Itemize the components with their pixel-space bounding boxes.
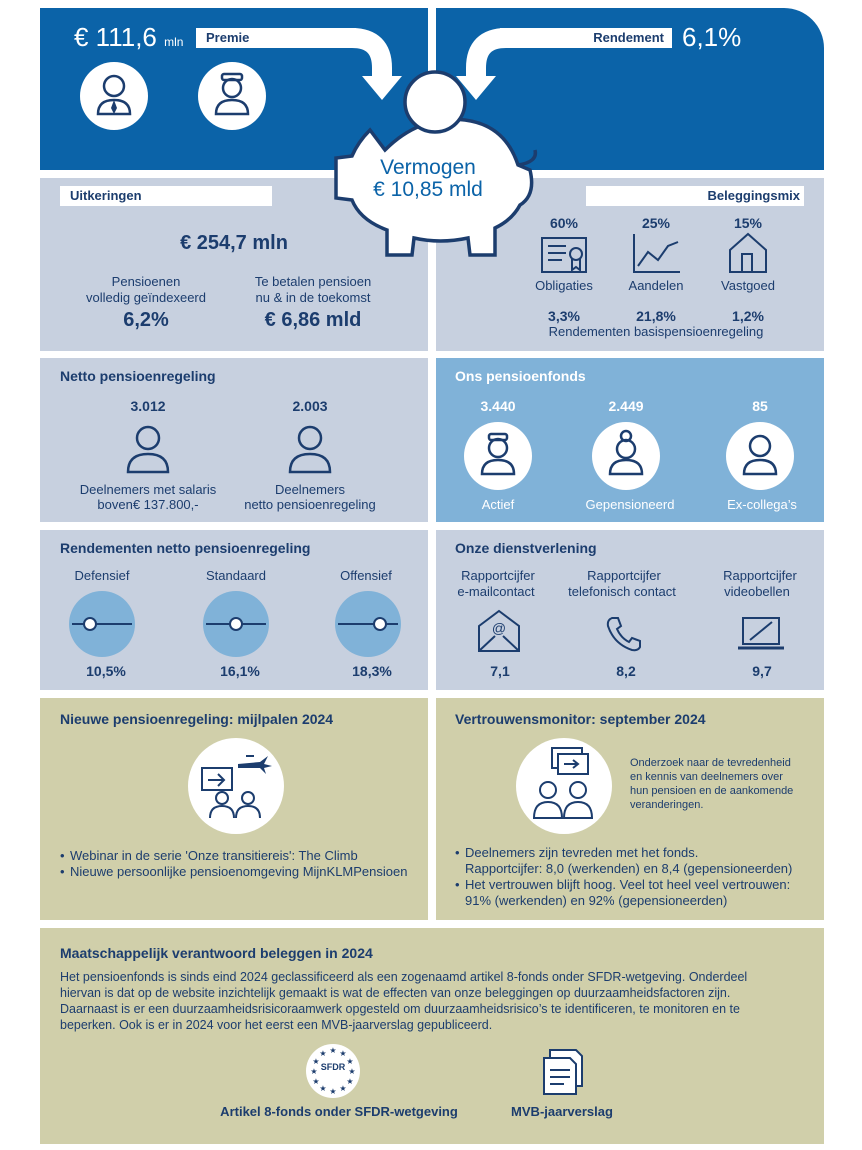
monitor-intro-line: hun pensioen en de aankomende xyxy=(630,785,794,797)
obligaties-pct: 60% xyxy=(549,215,579,231)
email-value: 7,1 xyxy=(490,663,510,679)
indexed-label-2: volledig geïndexeerd xyxy=(86,290,206,305)
person-icon xyxy=(286,424,334,474)
standaard-value: 16,1% xyxy=(220,663,260,679)
netto-label-1a: Deelnemers met salaris xyxy=(79,482,217,497)
svg-text:★: ★ xyxy=(319,1049,327,1058)
uitkeringen-title: Uitkeringen xyxy=(60,186,272,206)
list-item: • Nieuwe persoonlijke pensioenomgeving MijnKLMPensioen xyxy=(60,864,407,880)
payable-label-2: nu & in de toekomst xyxy=(255,290,371,305)
mvb-text xyxy=(60,969,810,1033)
uitkeringen-total: € 254,7 mln xyxy=(180,232,288,254)
actief-avatar xyxy=(464,422,532,490)
video-value: 9,7 xyxy=(752,663,772,679)
indexed-value: 6,2% xyxy=(123,309,169,331)
mvb-title: Maatschappelijk verantwoord beleggen in 2024 xyxy=(60,945,373,961)
netto-title: Netto pensioenregeling xyxy=(60,368,216,384)
mijlpalen-list xyxy=(60,848,407,880)
indexed-label-1: Pensioenen xyxy=(111,274,181,289)
survey-people-icon xyxy=(516,738,612,834)
svg-text:★: ★ xyxy=(329,1087,337,1096)
offensief-slider-icon xyxy=(334,590,402,658)
telefoon-label-2: telefonisch contact xyxy=(568,584,676,599)
telefoon-label-1: Rapportcijfer xyxy=(587,568,661,583)
mvb-text-line: Het pensioenfonds is sinds eind 2024 geclassificeerd als een zogenaamd artikel 8-fonds onder SFDR-wetgeving. Onderdeel xyxy=(60,970,748,984)
aandelen-pct: 25% xyxy=(641,215,671,231)
monitor-illustration xyxy=(516,738,612,834)
list-item xyxy=(455,845,792,877)
mvb-text-line: Daarnaast is er een duurzaamheidsrisicoraamwerk opgesteld om duurzaamheidsrisico’s te identificeren, te monitoren en te xyxy=(60,1002,740,1016)
mvb-report-label: MVB-jaarverslag xyxy=(511,1104,613,1119)
email-icon xyxy=(476,608,522,654)
list-item-line: Rapportcijfer: 8,0 (werkenden) en 8,4 (gepensioneerden) xyxy=(465,861,793,876)
employee-avatar xyxy=(80,62,148,130)
fonds-label-gepensioneerd: Gepensioneerd xyxy=(585,497,675,512)
svg-text:★: ★ xyxy=(329,1046,337,1055)
svg-text:★: ★ xyxy=(346,1077,354,1086)
mvb-text-line: beperken. Ook is er in 2024 voor het eerst een MVB-jaarverslag gepubliceerd. xyxy=(60,1018,493,1032)
monitor-intro-line: Onderzoek naar de tevredenheid xyxy=(630,757,791,769)
netto-label-2b: netto pensioenregeling xyxy=(244,497,376,512)
offensief-value: 18,3% xyxy=(352,663,392,679)
list-item-line: • Het vertrouwen blijft hoog. Veel tot heel veel vertrouwen: xyxy=(465,877,791,892)
monitor-title: Vertrouwensmonitor: september 2024 xyxy=(455,711,706,727)
aandelen-return: 21,8% xyxy=(636,308,676,324)
obligaties-return: 3,3% xyxy=(548,308,580,324)
premie-unit: mln xyxy=(164,35,184,49)
payable-value: € 6,86 mld xyxy=(264,309,362,331)
line-chart-icon xyxy=(632,232,682,276)
retiree-avatar xyxy=(198,62,266,130)
list-item: • Webinar in de serie 'Onze transitiereis': The Climb xyxy=(60,848,407,864)
video-label-2: videobellen xyxy=(724,584,790,599)
monitor-intro-line: en kennis van deelnemers over xyxy=(630,771,783,783)
defensief-label: Defensief xyxy=(74,568,130,583)
vastgoed-return: 1,2% xyxy=(732,308,764,324)
standaard-label: Standaard xyxy=(206,568,266,583)
vastgoed-label: Vastgoed xyxy=(721,278,775,293)
pilot-icon xyxy=(198,62,266,130)
defensief-value: 10,5% xyxy=(86,663,126,679)
sfdr-badge xyxy=(306,1044,360,1098)
defensief-slider-icon xyxy=(68,590,136,658)
gepensioneerd-avatar xyxy=(592,422,660,490)
fonds-count-gepensioneerd: 2.449 xyxy=(608,398,644,414)
fonds-title: Ons pensioenfonds xyxy=(455,368,586,384)
ex-collega-avatar xyxy=(726,422,794,490)
svg-text:★: ★ xyxy=(339,1049,347,1058)
fonds-label-actief: Actief xyxy=(481,497,515,512)
premie-label: Premie xyxy=(196,28,356,48)
rendement-value: 6,1% xyxy=(682,22,742,52)
email-label-1: Rapportcijfer xyxy=(461,568,535,583)
svg-text:@: @ xyxy=(491,620,507,636)
svg-text:★: ★ xyxy=(310,1067,318,1076)
premie-amount-value: € 111,6 xyxy=(74,22,157,52)
monitor-intro xyxy=(630,756,793,812)
beleggingsmix-footer: Rendementen basispensioenregeling xyxy=(548,324,764,339)
offensief-label: Offensief xyxy=(340,568,392,583)
netto-count-2: 2.003 xyxy=(292,398,328,414)
certificate-icon xyxy=(540,236,590,276)
dienst-title: Onze dienstverlening xyxy=(455,540,597,556)
standaard-slider-icon xyxy=(202,590,270,658)
employee-icon xyxy=(80,62,148,130)
svg-text:★: ★ xyxy=(319,1084,327,1093)
phone-icon xyxy=(604,614,646,654)
aandelen-label: Aandelen xyxy=(628,278,684,293)
obligaties-label: Obligaties xyxy=(535,278,593,293)
list-item-line: 91% (werkenden) en 92% (gepensioneerden) xyxy=(465,893,728,908)
svg-text:★: ★ xyxy=(346,1057,354,1066)
fonds-count-actief: 3.440 xyxy=(480,398,516,414)
svg-text:★: ★ xyxy=(348,1067,356,1076)
pilot-icon xyxy=(464,422,532,490)
vermogen-label: Vermogen xyxy=(380,156,476,179)
netto-label-1b: boven€ 137.800,- xyxy=(97,497,199,512)
monitor-intro-line: veranderingen. xyxy=(630,799,704,811)
fonds-count-ex: 85 xyxy=(752,398,768,414)
person-icon xyxy=(726,422,794,490)
video-label-1: Rapportcijfer xyxy=(723,568,797,583)
list-item-line: • Deelnemers zijn tevreden met het fonds. xyxy=(465,845,699,860)
fonds-label-ex: Ex-collega’s xyxy=(727,497,797,512)
netto-count-1: 3.012 xyxy=(130,398,166,414)
sfdr-badge-text: SFDR xyxy=(320,1062,346,1072)
mvb-text-line: hiervan is dat op de website inzichtelijk gemaakt is wat de effecten van onze beleggingen op duurzaamheidsfactoren zijn. xyxy=(60,986,731,1000)
svg-text:★: ★ xyxy=(339,1084,347,1093)
monitor-list xyxy=(455,845,792,909)
payable-label-1: Te betalen pensioen xyxy=(254,274,372,289)
svg-text:★: ★ xyxy=(312,1057,320,1066)
flight-meeting-icon xyxy=(188,738,284,834)
email-label-2: e-mailcontact xyxy=(457,584,535,599)
mijlpalen-title: Nieuwe pensioenregeling: mijlpalen 2024 xyxy=(60,711,334,727)
mijlpalen-illustration xyxy=(188,738,284,834)
laptop-icon xyxy=(736,614,786,654)
netto-label-2a: Deelnemers xyxy=(274,482,346,497)
telefoon-value: 8,2 xyxy=(616,663,636,679)
document-icon xyxy=(540,1048,586,1096)
senior-woman-icon xyxy=(592,422,660,490)
rendement-label: Rendement xyxy=(500,28,672,48)
sfdr-label: Artikel 8-fonds onder SFDR-wetgeving xyxy=(220,1104,458,1119)
svg-text:★: ★ xyxy=(312,1077,320,1086)
person-icon xyxy=(124,424,172,474)
rendementen-title: Rendementen netto pensioenregeling xyxy=(60,540,311,556)
vastgoed-pct: 15% xyxy=(733,215,763,231)
vermogen-value: € 10,85 mld xyxy=(373,178,483,201)
list-item xyxy=(455,877,792,909)
beleggingsmix-title: Beleggingsmix xyxy=(586,186,804,206)
building-icon xyxy=(726,232,770,276)
